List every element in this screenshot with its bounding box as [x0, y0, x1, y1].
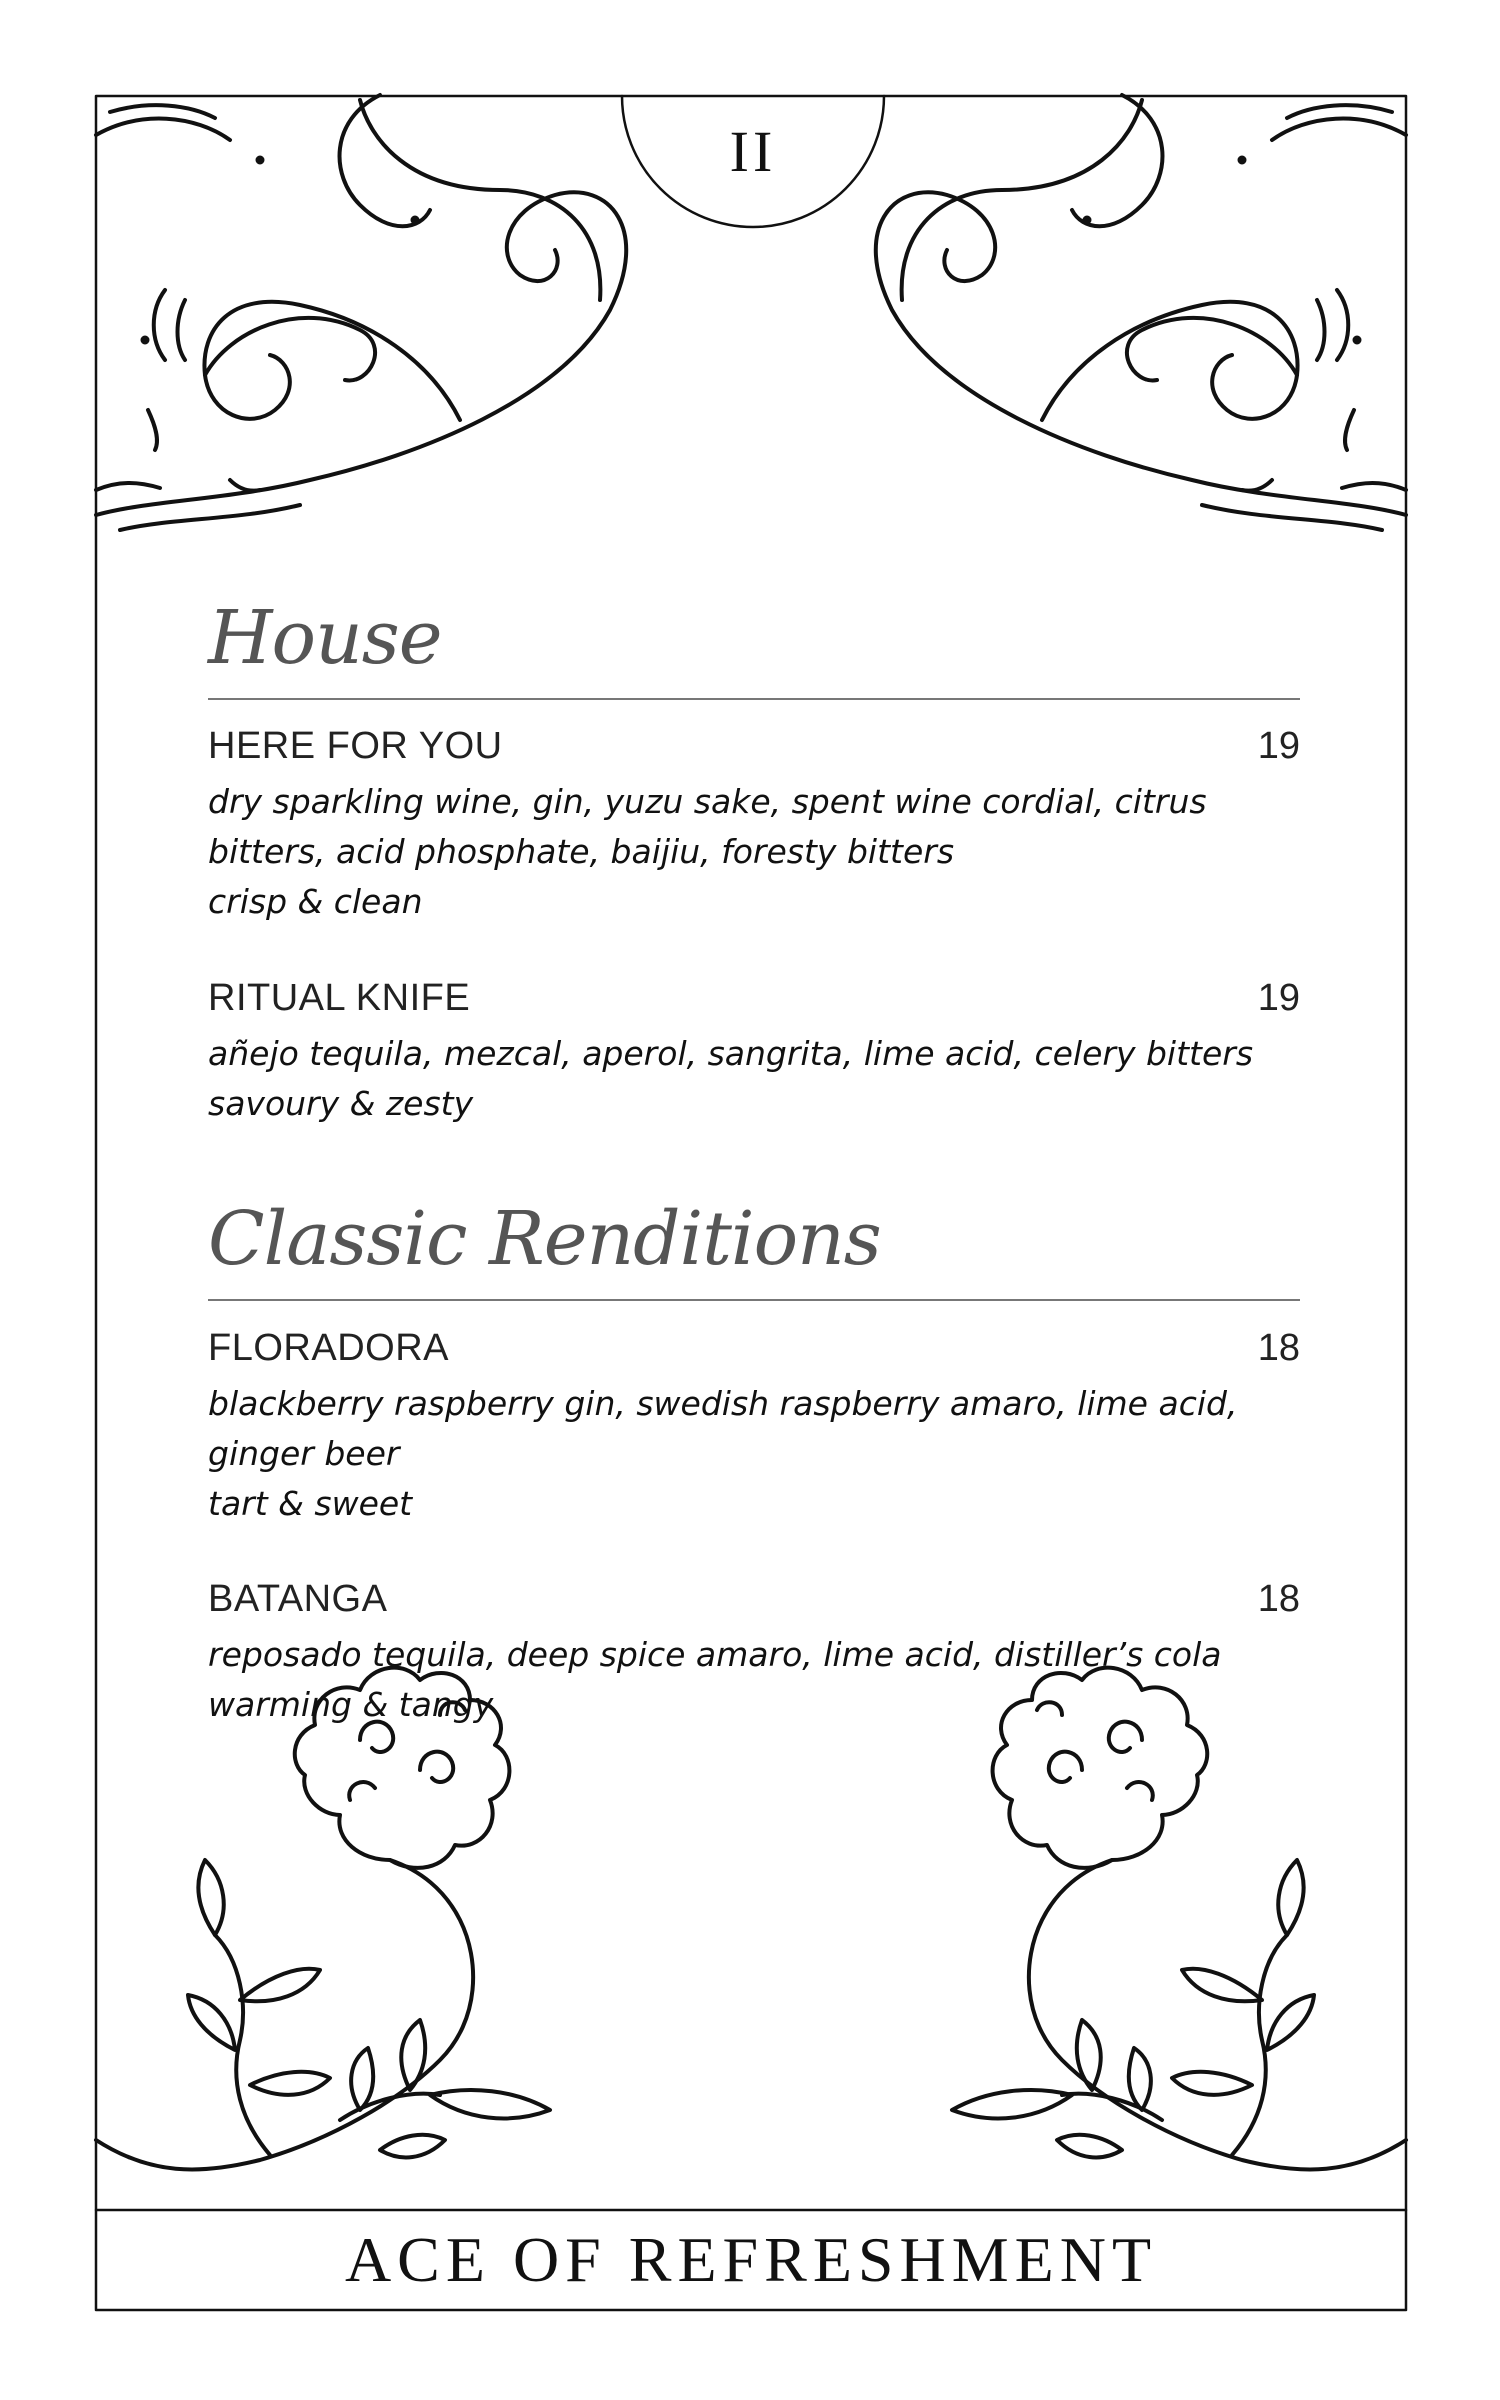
item-tasting-note: warming & tangy — [208, 1685, 494, 1724]
item-description: reposado tequila, deep spice amaro, lime acid, distiller’s cola — [208, 1635, 1222, 1674]
item-tasting-note: tart & sweet — [208, 1484, 413, 1523]
flower-branch-icon-bottom-right — [952, 1668, 1406, 2170]
card-footer-title: ACE OF REFRESHMENT — [344, 2224, 1158, 2295]
item-description: dry sparkling wine, gin, yuzu sake, spent wine cordial, citrus bitters, acid phosphate, baijiu, foresty bitters — [208, 782, 1207, 871]
item-price: 18 — [1257, 1327, 1300, 1369]
flower-branch-icon-bottom-left — [96, 1668, 550, 2170]
swirl-cloud-icon-top-right — [876, 95, 1406, 530]
section-title-classic-renditions: Classic Renditions — [208, 1196, 881, 1282]
menu-item — [208, 725, 1300, 927]
menu-item — [208, 1578, 1300, 1730]
item-description: añejo tequila, mezcal, aperol, sangrita, lime acid, celery bitters — [208, 1034, 1254, 1073]
item-name: FLORADORA — [208, 1327, 449, 1369]
item-description: blackberry raspberry gin, swedish raspberry amaro, lime acid, ginger beer — [208, 1384, 1238, 1473]
item-price: 18 — [1257, 1578, 1300, 1620]
menu-item — [208, 1327, 1300, 1529]
item-price: 19 — [1257, 725, 1300, 767]
menu-item — [208, 977, 1300, 1129]
item-name: BATANGA — [208, 1578, 388, 1620]
item-price: 19 — [1257, 977, 1300, 1019]
section-divider — [208, 698, 1300, 700]
swirl-cloud-icon-top-left — [96, 95, 626, 530]
section-divider — [208, 1299, 1300, 1301]
item-name: HERE FOR YOU — [208, 725, 503, 767]
item-tasting-note: savoury & zesty — [208, 1084, 474, 1123]
item-tasting-note: crisp & clean — [208, 882, 423, 921]
section-title-house: House — [208, 595, 442, 681]
card-numeral: II — [729, 119, 777, 184]
item-name: RITUAL KNIFE — [208, 977, 471, 1019]
